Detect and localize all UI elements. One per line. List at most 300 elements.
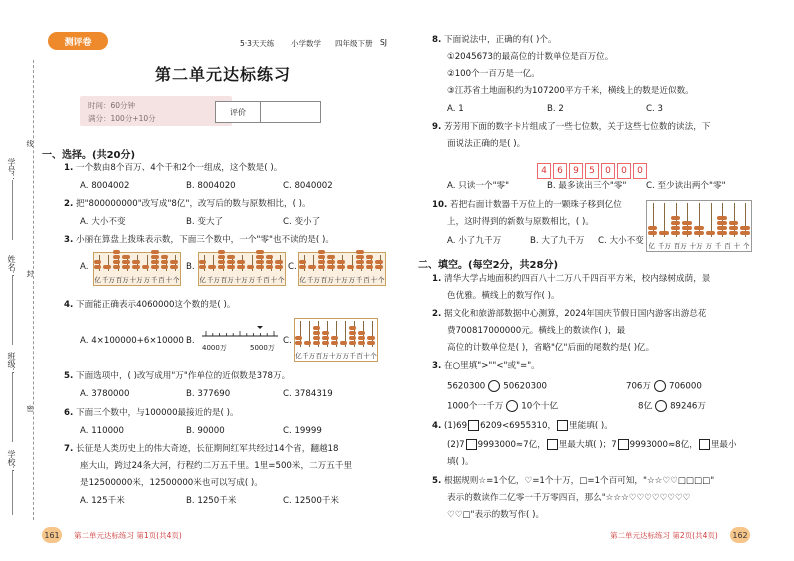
f3-c2-left: 706万 (626, 381, 651, 392)
f3-compare-3 (447, 400, 558, 413)
abacus-place-label: 百 (724, 242, 731, 250)
q1-num: 1. (64, 163, 74, 173)
digit-card: 0 (601, 163, 615, 179)
abacus-bead (113, 260, 121, 264)
q2-num: 2. (64, 199, 74, 209)
class-label: 班级： (7, 352, 16, 376)
abacus-place-label: 个 (370, 352, 377, 360)
q3-text (64, 235, 334, 246)
binding-secret-mark: 密 (26, 405, 34, 412)
f4-l1a: (1)69 (443, 421, 468, 431)
abacus-bead (367, 336, 374, 340)
f4-line3[interactable]: 填( )。 (447, 457, 474, 467)
f3-compare-1 (447, 380, 547, 393)
f2-num: 2. (432, 309, 442, 319)
abacus-place-labels (295, 351, 377, 360)
abacus-bead (366, 265, 374, 269)
q10-option-b[interactable]: B. 大了九千万 (530, 236, 585, 246)
abacus-bead (318, 255, 326, 259)
q7-stem-1: 长征是人类历史上的伟大奇迹，长征期间红军共经过14个省，翻越18 (75, 444, 339, 454)
abacus-bead (717, 226, 727, 230)
abacus-bead (256, 255, 264, 259)
f5-line3[interactable]: ♡♡□"表示的数写作( )。 (447, 510, 545, 520)
abacus-bead (327, 265, 335, 269)
name-line (12, 275, 13, 345)
f4-square-3[interactable] (466, 439, 477, 450)
f2-line2[interactable]: 费700817000000元。横线上的数读作( )，最 (447, 326, 626, 336)
abacus-bead (671, 226, 681, 230)
abacus-place-label: 百 (158, 276, 165, 284)
f4-square-5[interactable] (618, 439, 629, 450)
q9-cards (537, 158, 649, 179)
abacus-place-label: 十万 (689, 242, 703, 250)
abacus-place-label: 十 (270, 276, 278, 284)
abacus-bead (295, 336, 302, 340)
abacus-place-label: 万 (705, 242, 712, 250)
abacus-bead (358, 341, 365, 345)
f1-stem-1: 清华大学占地面积约四百八十二万八千四百平方米，校内绿树成荫，景 (443, 274, 711, 284)
abacus-place-label: 个 (172, 276, 180, 284)
seal-mark: 封 (26, 270, 34, 277)
abacus-bead (266, 260, 274, 264)
q7-num: 7. (64, 444, 74, 454)
q8-statement-2: ②100个一百万是一亿。 (447, 69, 540, 79)
q5-stem: 下面选项中，( )改写成用"万"作单位的近似数是378万。 (75, 371, 291, 381)
f5-line1 (432, 476, 714, 487)
q1-stem: 一个数由8个百万、4个千和2个一组成，这个数是( )。 (75, 163, 283, 173)
abacus-bead (729, 221, 739, 225)
abacus-bead (682, 226, 692, 230)
abacus-bead (349, 341, 356, 345)
subject-name: 小学数学 (291, 39, 321, 48)
abacus-bead (356, 265, 364, 269)
q5-text (64, 371, 290, 382)
left-page-number: 161 (42, 527, 62, 543)
q5-num: 5. (64, 371, 74, 381)
abacus-place-label: 亿 (199, 276, 206, 284)
q10-num: 10. (432, 200, 448, 210)
test-badge: 测评卷 (48, 32, 108, 50)
abacus-bead (122, 255, 130, 259)
abacus-bead (94, 260, 102, 264)
abacus-bead (132, 265, 140, 269)
q7-line1 (64, 444, 338, 455)
abacus-bead (113, 265, 121, 269)
abacus-place-label: 百万 (115, 276, 129, 284)
f3-c4-right: 89246万 (670, 401, 706, 412)
f1-line1 (432, 274, 710, 285)
abacus-place-label: 十万 (129, 276, 143, 284)
abacus-bead (340, 341, 347, 345)
q8-text (432, 35, 557, 46)
abacus-bead (218, 260, 226, 264)
abacus-bead (648, 226, 658, 230)
digit-card: 6 (553, 163, 567, 179)
q6-num: 6. (64, 408, 74, 418)
q6-option-c[interactable]: C. 19999 (283, 426, 322, 436)
q3-option-b[interactable]: B. (186, 262, 195, 272)
abacus-bead (247, 265, 255, 269)
abacus-place-labels (199, 275, 285, 284)
q3-option-a[interactable]: A. (80, 262, 89, 272)
q1-option-c[interactable]: C. 8040002 (283, 181, 333, 191)
abacus-bead (740, 231, 750, 235)
abacus-place-label: 千万 (101, 276, 115, 284)
abacus-bead (266, 255, 274, 259)
section-choice-title: 一、选择。(共20分) (42, 150, 136, 161)
f4-square-6 (699, 439, 710, 450)
q4-option-a[interactable]: A. 4×100000+6×10000 (80, 336, 184, 346)
number-line-pointer (257, 326, 263, 329)
abacus-bead (337, 260, 345, 264)
abacus-bead (299, 265, 307, 269)
q2-text (64, 199, 311, 210)
f4-line1 (432, 420, 613, 432)
q6-text (64, 408, 239, 419)
q7-line3: 是12500000米，12500000米也可以写成( )。 (80, 478, 263, 488)
series-name: 5·3天天练 (240, 39, 275, 48)
abacus-bead (227, 265, 235, 269)
abacus-bead (227, 260, 235, 264)
abacus-bead (304, 341, 311, 345)
abacus-place-label: 十万 (334, 276, 348, 284)
compare-circle-2[interactable] (654, 380, 666, 392)
binding-strip (0, 0, 34, 561)
abacus-bead (356, 250, 364, 254)
q10-line2: 上，这时得到的新数与原数相比，( )。 (447, 217, 594, 227)
abacus-place-label: 百万 (320, 276, 334, 284)
abacus-place-labels (94, 275, 180, 284)
abacus-bead (375, 265, 383, 269)
abacus-bead (218, 255, 226, 259)
score-info: 满分：100分+10分 (88, 114, 156, 123)
compare-circle-4[interactable] (655, 400, 667, 412)
left-footer-text: 第二单元达标练习 第1页(共4页) (74, 531, 182, 540)
q4-num: 4. (64, 300, 74, 310)
f1-line2[interactable]: 色优雅。横线上的数写作( )。 (447, 291, 560, 301)
abacus-bead (170, 265, 178, 269)
q8-option-b[interactable]: B. 2 (547, 104, 564, 114)
abacus-bead (375, 260, 383, 264)
abacus-bead (151, 265, 159, 269)
abacus-place-label: 千万 (657, 242, 671, 250)
f4-l2b: 9993000≈7亿， (477, 440, 546, 450)
abacus-bead (113, 250, 121, 254)
name-label: 姓名： (7, 255, 16, 279)
abacus-place-label: 亿 (648, 242, 655, 250)
abacus-bead (366, 255, 374, 259)
abacus-bead (740, 226, 750, 230)
f4-l2a: (2)7 (447, 440, 465, 450)
school-line (12, 470, 13, 515)
abacus-place-label: 个 (742, 242, 750, 250)
abacus-bead (313, 336, 320, 340)
f3-compare-4 (638, 400, 706, 413)
abacus-bead (717, 216, 727, 220)
abacus-place-label: 万 (348, 276, 355, 284)
abacus-bead (349, 326, 356, 330)
abacus-bead (356, 260, 364, 264)
abacus-bead (103, 265, 111, 269)
abacus-bead (717, 221, 727, 225)
f4-square-4 (547, 439, 558, 450)
q6-option-a[interactable]: A. 110000 (80, 426, 124, 436)
q7-option-c[interactable]: C. 12500千米 (283, 496, 339, 506)
f4-l1c[interactable]: 里能填( )。 (569, 421, 613, 431)
f3-c1-left: 5620300 (447, 381, 486, 392)
f2-line1 (432, 309, 706, 320)
q10-option-a[interactable]: A. 小了九千万 (447, 236, 502, 246)
abacus-bead (161, 255, 169, 259)
abacus-place-labels (647, 241, 751, 250)
binding-dashed-line (33, 60, 34, 520)
abacus-bead (313, 326, 320, 330)
abacus-bead (299, 260, 307, 264)
abacus-place-label: 万 (248, 276, 255, 284)
f2-line3[interactable]: 高位的计数单位是( )，省略"亿"后面的尾数约是( )亿。 (447, 343, 655, 353)
f5-num: 5. (432, 476, 442, 486)
q10-counter (646, 200, 752, 252)
abacus-place-label: 十 (363, 352, 370, 360)
abacus-place-label: 百 (363, 276, 370, 284)
abacus-place-label: 千 (714, 242, 722, 250)
abacus-bead (356, 255, 364, 259)
abacus-bead (199, 265, 207, 269)
abacus-bead (331, 336, 338, 340)
digit-card: 0 (633, 163, 647, 179)
abacus-place-label: 亿 (94, 276, 101, 284)
q4-number-line (200, 326, 280, 342)
q4-option-b[interactable]: B. (186, 336, 195, 346)
abacus-place-label: 千 (255, 276, 263, 284)
section-fill-title: 二、填空。(每空2分，共28分) (418, 260, 559, 271)
evaluation-box[interactable] (215, 101, 321, 123)
q4-option-c[interactable]: C. (283, 336, 292, 346)
f3-c4-left: 8亿 (638, 401, 653, 412)
abacus-bead (151, 250, 159, 254)
q9-option-b[interactable]: B. 最多读出三个"零" (547, 181, 627, 191)
abacus-bead (161, 260, 169, 264)
q9-stem-1: 芳芳用下面的数字卡片组成了一些七位数，关于这些七位数的读法，下 (443, 122, 711, 132)
abacus-place-label: 千 (349, 352, 356, 360)
q3-abacus-a (93, 252, 181, 286)
q4-counter-c (294, 318, 378, 362)
abacus-bead (729, 226, 739, 230)
abacus-bead (313, 331, 320, 335)
f4-num: 4. (432, 421, 442, 431)
abacus-bead (318, 265, 326, 269)
q9-option-a[interactable]: A. 只读一个"零" (447, 181, 510, 191)
abacus-place-label: 千万 (302, 352, 316, 360)
abacus-bead (113, 255, 121, 259)
abacus-place-label: 百万 (220, 276, 234, 284)
edition-name: SJ (380, 38, 387, 47)
abacus-bead (347, 265, 355, 269)
f1-num: 1. (432, 274, 442, 284)
abacus-place-label: 百 (356, 352, 363, 360)
q1-text (64, 163, 282, 174)
q9-option-c[interactable]: C. 至少读出两个"零" (646, 181, 726, 191)
digit-card: 5 (585, 163, 599, 179)
abacus-place-label: 百万 (673, 242, 687, 250)
q4-text (64, 300, 235, 311)
q5-option-c[interactable]: C. 3784319 (283, 389, 333, 399)
q2-option-b[interactable]: B. 变大了 (186, 217, 224, 227)
abacus-bead (366, 260, 374, 264)
q7-option-b[interactable]: B. 1250千米 (186, 496, 237, 506)
ruler-right-label: 5000万 (250, 344, 275, 352)
abacus-bead (659, 231, 669, 235)
f4-line2 (447, 439, 737, 451)
abacus-bead (122, 265, 130, 269)
f3-text (432, 361, 540, 372)
q5-option-a[interactable]: A. 3780000 (80, 389, 130, 399)
abacus-place-label: 十 (370, 276, 378, 284)
q8-option-c[interactable]: C. 3 (646, 104, 663, 114)
abacus-place-label: 千 (150, 276, 158, 284)
q6-stem: 下面三个数中，与100000最接近的是( )。 (75, 408, 239, 418)
abacus-bead (237, 265, 245, 269)
f4-square-1[interactable] (468, 420, 479, 431)
digit-card: 4 (537, 163, 551, 179)
q7-line2: 座大山，跨过24条大河，行程约二万五千里。1里=500米，二万五千里 (80, 461, 353, 471)
time-info: 时间：60分钟 (88, 101, 136, 110)
abacus-place-label: 百万 (315, 352, 329, 360)
abacus-bead (671, 216, 681, 220)
q8-num: 8. (432, 35, 442, 45)
abacus-bead (170, 260, 178, 264)
abacus-bead (199, 260, 207, 264)
q2-option-a[interactable]: A. 大小不变 (80, 217, 126, 227)
abacus-bead (717, 231, 727, 235)
student-id-label: 学号： (7, 158, 16, 182)
line-mark: 线 (26, 140, 34, 147)
right-footer-text: 第二单元达标练习 第2页(共4页) (610, 531, 718, 540)
ruler-left-label: 4000万 (202, 344, 227, 352)
abacus-bead (122, 260, 130, 264)
abacus-bead (327, 255, 335, 259)
digit-card: 9 (569, 163, 583, 179)
abacus-place-label: 十 (165, 276, 173, 284)
q3-abacus-b (198, 252, 286, 286)
grade-name: 四年级下册 (335, 39, 373, 48)
f5-line2: 表示的数读作二亿零一千万零四百，那么"☆☆☆♡♡♡♡♡♡♡♡ (447, 493, 691, 503)
abacus-bead (266, 265, 274, 269)
abacus-bead (322, 331, 329, 335)
abacus-bead (671, 221, 681, 225)
abacus-bead (349, 331, 356, 335)
right-page-number: 162 (730, 527, 750, 543)
abacus-bead (237, 260, 245, 264)
abacus-bead (671, 231, 681, 235)
compare-circle-1[interactable] (488, 380, 500, 392)
f3-num: 3. (432, 361, 442, 371)
f2-stem-1: 据文化和旅游部数据中心测算，2024年国庆节假日国内游客出游总花 (443, 309, 707, 319)
q4-stem: 下面能正确表示4060000这个数的是( )。 (75, 300, 236, 310)
q10-stem-1: 若把右面计数器千万位上的一颗珠子移到亿位 (449, 200, 622, 210)
f4-l1b: 6209<6955310， (480, 421, 557, 431)
abacus-bead (694, 226, 704, 230)
q8-statement-3: ③江苏省土地面积约为107200平方千米，横线上的数是近似数。 (447, 86, 694, 96)
abacus-place-label: 千万 (206, 276, 220, 284)
abacus-place-label: 个 (277, 276, 285, 284)
exam-info-box (80, 96, 232, 126)
abacus-bead (331, 341, 338, 345)
q2-option-c[interactable]: C. 变小了 (283, 217, 321, 227)
abacus-bead (318, 260, 326, 264)
q8-option-a[interactable]: A. 1 (447, 104, 464, 114)
q3-option-c[interactable]: C. (288, 262, 297, 272)
abacus-bead (358, 331, 365, 335)
abacus-bead (151, 255, 159, 259)
abacus-bead (318, 250, 326, 254)
abacus-bead (275, 265, 283, 269)
abacus-bead (337, 265, 345, 269)
f4-l2c[interactable]: 里最大填( )；7 (558, 440, 617, 450)
abacus-place-label: 十 (733, 242, 741, 250)
abacus-place-label: 万 (143, 276, 150, 284)
abacus-bead (308, 265, 316, 269)
q7-option-a[interactable]: A. 125千米 (80, 496, 125, 506)
f4-l2e: 里最小 (710, 440, 737, 450)
class-line (12, 372, 13, 442)
abacus-place-label: 十万 (234, 276, 248, 284)
evaluation-label: 评价 (216, 102, 261, 122)
abacus-bead (327, 260, 335, 264)
abacus-bead (161, 265, 169, 269)
abacus-place-label: 十万 (329, 352, 343, 360)
f4-square-2 (557, 420, 568, 431)
abacus-place-label: 百 (263, 276, 270, 284)
abacus-bead (295, 341, 302, 345)
f3-stem: 在○里填">""<"或"="。 (443, 361, 540, 371)
f3-c1-right: 50620300 (503, 381, 548, 392)
q1-option-a[interactable]: A. 8004002 (80, 181, 130, 191)
abacus-place-label: 个 (377, 276, 385, 284)
q9-line1 (432, 122, 710, 133)
q10-line1 (432, 200, 622, 211)
q1-option-b[interactable]: B. 8004020 (186, 181, 236, 191)
compare-circle-3[interactable] (506, 400, 518, 412)
digit-card: 0 (617, 163, 631, 179)
abacus-bead (218, 265, 226, 269)
q10-option-c[interactable]: C. 大小不变 (598, 236, 644, 246)
q9-line2: 面说法正确的是( )。 (447, 139, 526, 149)
abacus-bead (313, 341, 320, 345)
abacus-bead (706, 231, 716, 235)
abacus-place-label: 千万 (306, 276, 320, 284)
abacus-bead (349, 336, 356, 340)
q6-option-b[interactable]: B. 90000 (186, 426, 225, 436)
q5-option-b[interactable]: B. 377690 (186, 389, 231, 399)
abacus-bead (218, 250, 226, 254)
abacus-bead (694, 231, 704, 235)
abacus-bead (94, 265, 102, 269)
q3-stem: 小丽在算盘上拨珠表示数，下面三个数中，一个"零"也不读的是( )。 (75, 235, 334, 245)
q9-num: 9. (432, 122, 442, 132)
f3-c2-right: 706000 (669, 381, 702, 392)
q8-stem: 下面说法中，正确的有( )个。 (443, 35, 557, 45)
f5-stem-1: 根据规则☆=1个亿，♡=1个十万，□=1个百可知，"☆☆♡♡□□□□" (443, 476, 715, 486)
abacus-place-label: 千 (355, 276, 363, 284)
abacus-bead (227, 255, 235, 259)
abacus-bead (142, 265, 150, 269)
abacus-bead (322, 336, 329, 340)
abacus-bead (132, 260, 140, 264)
abacus-bead (729, 231, 739, 235)
abacus-bead (256, 250, 264, 254)
abacus-bead (208, 265, 216, 269)
